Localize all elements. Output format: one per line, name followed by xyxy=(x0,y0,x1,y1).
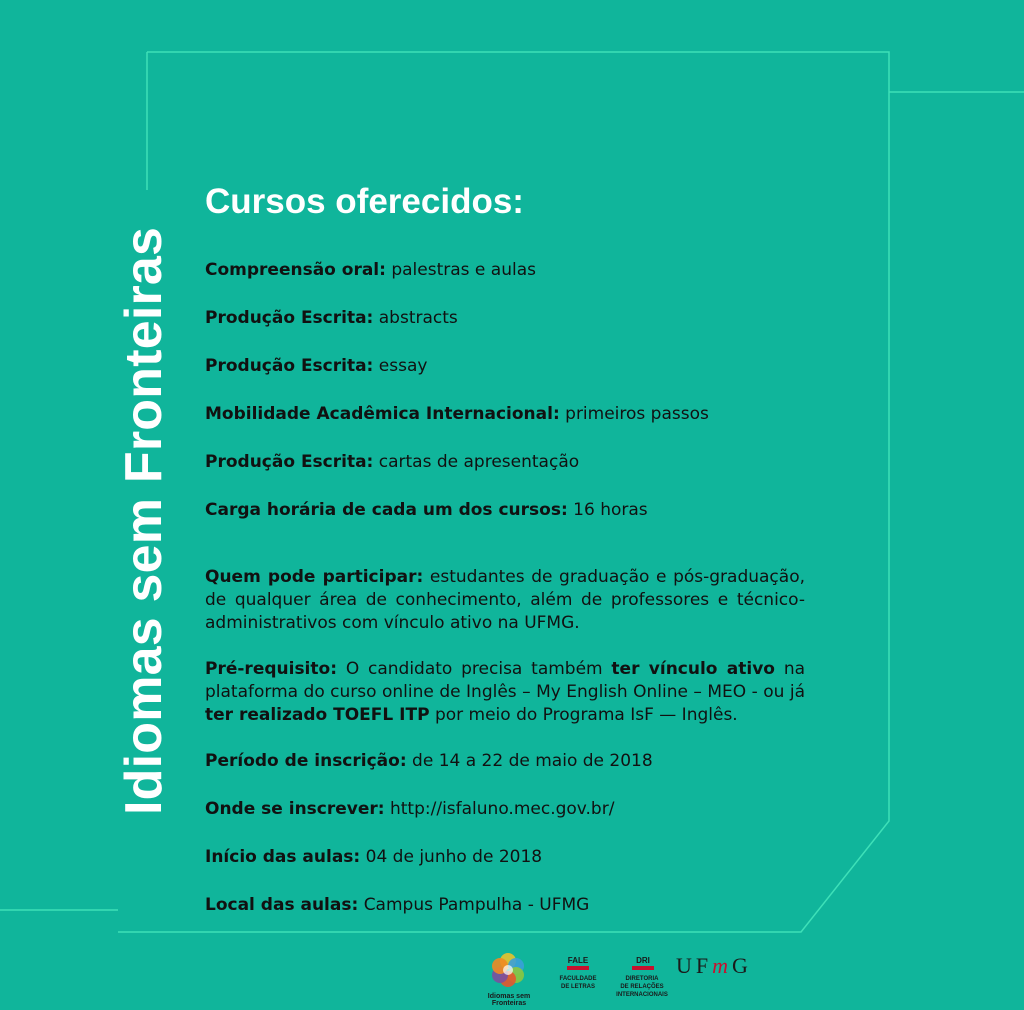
course-item xyxy=(205,452,805,500)
course-item xyxy=(205,404,805,452)
detail-value: de 14 a 22 de maio de 2018 xyxy=(412,751,653,771)
classes-start xyxy=(205,847,805,895)
detail-value: 04 de junho de 2018 xyxy=(365,847,543,867)
detail-value: Campus Pampulha - UFMG xyxy=(363,895,590,915)
prereq-text-2: na plataforma do curso online de Inglês – My English Online – MEO - ou já xyxy=(205,659,806,702)
who-can-participate xyxy=(205,566,805,635)
course-value: cartas de apresentação xyxy=(378,452,580,472)
ufmg-uf: UF xyxy=(676,953,713,978)
workload-item xyxy=(205,500,805,566)
course-value: palestras e aulas xyxy=(391,260,536,280)
course-label: Produção Escrita: xyxy=(205,356,374,376)
ufmg-m: m xyxy=(712,953,733,978)
course-item xyxy=(205,260,805,308)
dri-logo-caption-1: DIRETORIA xyxy=(625,976,659,982)
course-value: abstracts xyxy=(378,308,458,328)
registration-link-item xyxy=(205,799,805,847)
course-label: Produção Escrita: xyxy=(205,308,374,328)
detail-label: Local das aulas: xyxy=(205,895,359,915)
prereq-label: Pré-requisito: xyxy=(205,659,337,679)
detail-label: Período de inscrição: xyxy=(205,751,407,771)
dri-logo-caption-3: INTERNACIONAIS xyxy=(616,992,668,998)
classes-location xyxy=(205,895,805,943)
prereq-text-3: por meio do Programa IsF — Inglês. xyxy=(434,705,738,725)
dri-logo-title: DRI xyxy=(636,956,650,965)
course-label: Mobilidade Acadêmica Internacional: xyxy=(205,404,560,424)
prereq-emphasis-1: ter vínculo ativo xyxy=(611,659,775,679)
course-item xyxy=(205,308,805,356)
fale-logo-title: FALE xyxy=(567,956,589,965)
dri-logo-caption-2: DE RELAÇÕES xyxy=(620,984,664,990)
main-content xyxy=(205,178,805,943)
prereq-emphasis-2: ter realizado TOEFL ITP xyxy=(205,705,430,725)
detail-label: Onde se inscrever: xyxy=(205,799,385,819)
workload-label: Carga horária de cada um dos cursos: xyxy=(205,500,568,520)
detail-label: Início das aulas: xyxy=(205,847,361,867)
prereq-text-1: O candidato precisa também xyxy=(345,659,603,679)
ufmg-g: G xyxy=(732,953,752,978)
ufmg-logo xyxy=(676,953,752,979)
prerequisite xyxy=(205,658,805,727)
workload-value: 16 horas xyxy=(573,500,648,520)
who-label: Quem pode participar: xyxy=(205,567,424,587)
course-value: essay xyxy=(378,356,428,376)
registration-link[interactable]: http://isfaluno.mec.gov.br/ xyxy=(389,799,615,819)
who-value: estudantes de graduação e pós-graduação, de qualquer área de conhecimento, além de professores e técnico-administrativos com vínculo ativo na UFMG. xyxy=(205,567,805,633)
course-label: Produção Escrita: xyxy=(205,452,374,472)
course-item xyxy=(205,356,805,404)
registration-period xyxy=(205,751,805,799)
page-heading: Cursos oferecidos: xyxy=(205,182,524,221)
fale-logo-caption-2: DE LETRAS xyxy=(560,984,595,990)
side-title: Idiomas sem Fronteiras xyxy=(115,226,173,815)
fale-logo-caption-1: FACULDADE xyxy=(559,976,597,982)
isf-logo-caption: Idiomas sem Fronteiras xyxy=(487,993,531,1007)
course-value: primeiros passos xyxy=(565,404,709,424)
course-label: Compreensão oral: xyxy=(205,260,386,280)
